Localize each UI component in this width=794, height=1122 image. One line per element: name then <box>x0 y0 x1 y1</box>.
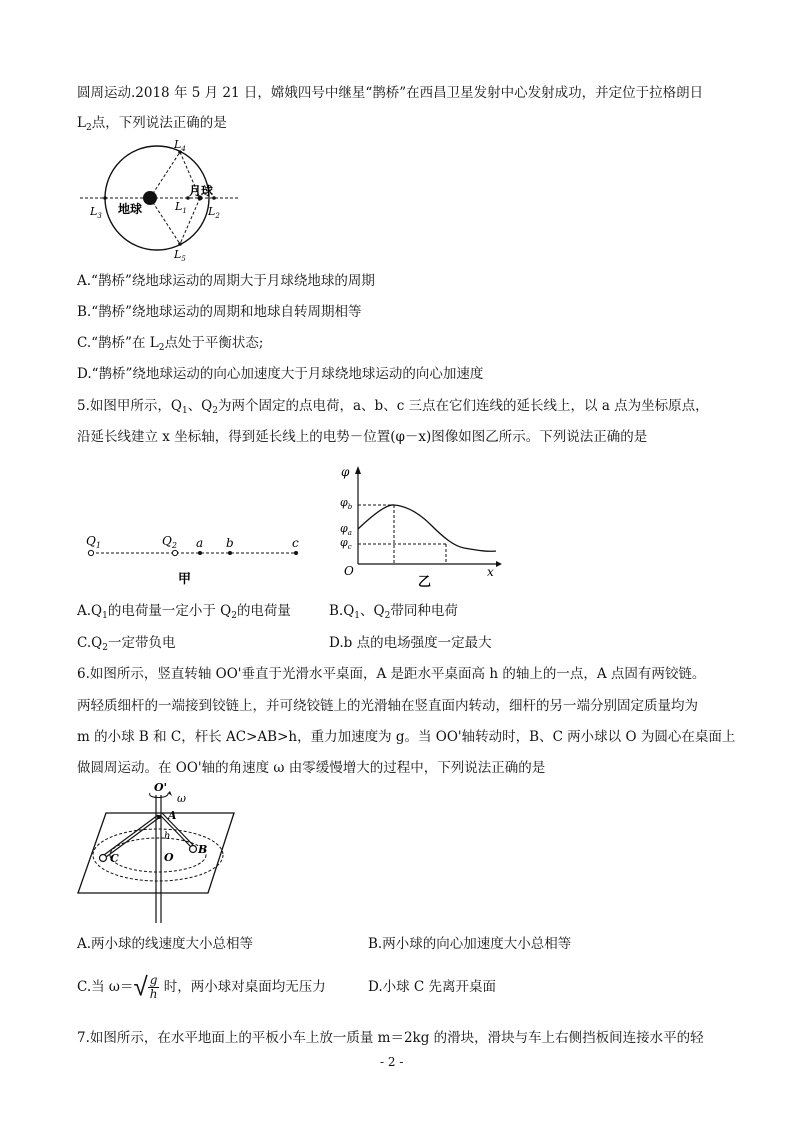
q6-stem-line-4: 做圆周运动。在 OO'轴的角速度 ω 由零缓慢增大的过程中，下列说法正确的是 <box>77 760 546 776</box>
potential-graph <box>336 462 506 590</box>
svg-text:L1: $L_1$ <box>175 200 187 215</box>
ball-c <box>100 855 107 862</box>
svg-text:φ: φ <box>341 465 350 479</box>
q6-option-a: A.两小球的线速度大小总相等 <box>77 936 254 952</box>
svg-text:x: x <box>487 565 494 579</box>
earth-dot <box>143 191 157 205</box>
lagrange-diagram <box>78 138 248 266</box>
q1-charge <box>88 550 93 555</box>
q4-option-b: B.“鹊桥”绕地球运动的周期和地球自转周期相等 <box>77 304 362 320</box>
svg-text:B: B <box>198 843 208 856</box>
q6-stem-line-2: 两轻质细杆的一端接到铰链上，并可绕铰链上的光滑轴在竖直面内转动，细杆的另一端分别固定质量均为 <box>77 698 698 714</box>
svg-text:c: c <box>292 536 299 550</box>
svg-text:L3: $L_3$ <box>90 205 102 220</box>
svg-text:O: O <box>344 564 354 578</box>
svg-text:L2: $L_2$ <box>208 205 220 220</box>
q4-option-c: C.“鹊桥”在 $L_2$点处于平衡状态; <box>77 335 264 353</box>
q5-option-c: $C.Q_2$一定带负电 <box>77 635 176 653</box>
q5-option-d: D.b 点的电场强度一定最大 <box>329 635 492 651</box>
svg-text:φb: $\varphi_b$ <box>340 496 353 511</box>
svg-text:C: C <box>110 852 119 865</box>
q5-stem-line-2: 沿延长线建立 x 坐标轴，得到延长线上的电势－位置(φ－x)图像如图乙所示。下列说法正确的是 <box>77 429 648 445</box>
ball-b <box>190 846 197 853</box>
intro-line-2: $L_2$点，下列说法正确的是 <box>77 115 227 133</box>
svg-text:ω: ω <box>177 792 186 805</box>
svg-text:O: O <box>164 851 174 864</box>
q5-stem-line-1: 5.如图甲所示，$Q_1$、$Q_2$为两个固定的点电荷，a、b、c 三点在它们连线的延长线上，以 a 点为坐标原点， <box>77 398 709 416</box>
rotating-axis-diagram <box>76 783 236 928</box>
q4-option-a: A.“鹊桥”绕地球运动的周期大于月球绕地球的周期 <box>77 273 375 289</box>
svg-text:O': O' <box>154 783 167 794</box>
charge-line-diagram <box>80 528 310 588</box>
q7-stem-line-1: 7.如图所示，在水平地面上的平板小车上放一质量 m＝2kg 的滑块，滑块与车上右侧挡板间连接水平的轻 <box>77 1030 704 1046</box>
svg-text:a: a <box>196 536 204 550</box>
q5-option-b: $B.Q_1$、$Q_2$带同种电荷 <box>329 603 458 621</box>
q6-stem-line-1: 6.如图所示，竖直转轴 OO'垂直于光滑水平桌面，A 是距水平桌面高 h 的轴上的一点，A 点固有两铰链。 <box>77 666 706 682</box>
svg-text:φc: $\varphi_c$ <box>340 536 352 551</box>
intro-line-1: 圆周运动.2018 年 5 月 21 日，嫦娥四号中继星“鹊桥”在西昌卫星发射中心发射成功，并定位于拉格朗日 <box>77 85 704 101</box>
svg-text:Q2: $Q_2$ <box>162 534 177 550</box>
q6-option-c: C.当 ω＝√ $\frac{g}{h}$ 时，两小球对桌面均无压力 <box>77 972 326 1003</box>
page-number: - 2 - <box>380 1055 404 1069</box>
q6-stem-line-3: m 的小球 B 和 C，杆长 AC>AB>h，重力加速度为 g。当 OO'轴转动时，B、C 两小球以 O 为圆心在桌面上 <box>77 729 736 745</box>
svg-text:A: A <box>168 809 177 822</box>
q5-option-a: $A.Q_1$的电荷量一定小于 $Q_2$的电荷量 <box>77 603 291 621</box>
q6-option-d: D.小球 C 先离开桌面 <box>368 979 497 995</box>
moon-label: 月球 <box>189 184 214 198</box>
svg-text:b: b <box>226 536 234 550</box>
q6-option-b: B.两小球的向心加速度大小总相等 <box>368 936 572 952</box>
svg-text:Q1: $Q_1$ <box>86 534 101 550</box>
svg-text:L5: $L_5$ <box>174 248 186 263</box>
svg-text:L4: $L_4$ <box>174 138 186 153</box>
svg-text:h: h <box>164 831 171 842</box>
earth-label: 地球 <box>118 202 143 216</box>
q2-charge <box>172 550 177 555</box>
svg-text:φa: $\varphi_a$ <box>340 522 352 537</box>
figure-jia-label: 甲 <box>178 572 192 587</box>
q4-option-d: D.“鹊桥”绕地球运动的向心加速度大于月球绕地球运动的向心加速度 <box>77 366 484 382</box>
figure-yi-label: 乙 <box>418 575 432 590</box>
